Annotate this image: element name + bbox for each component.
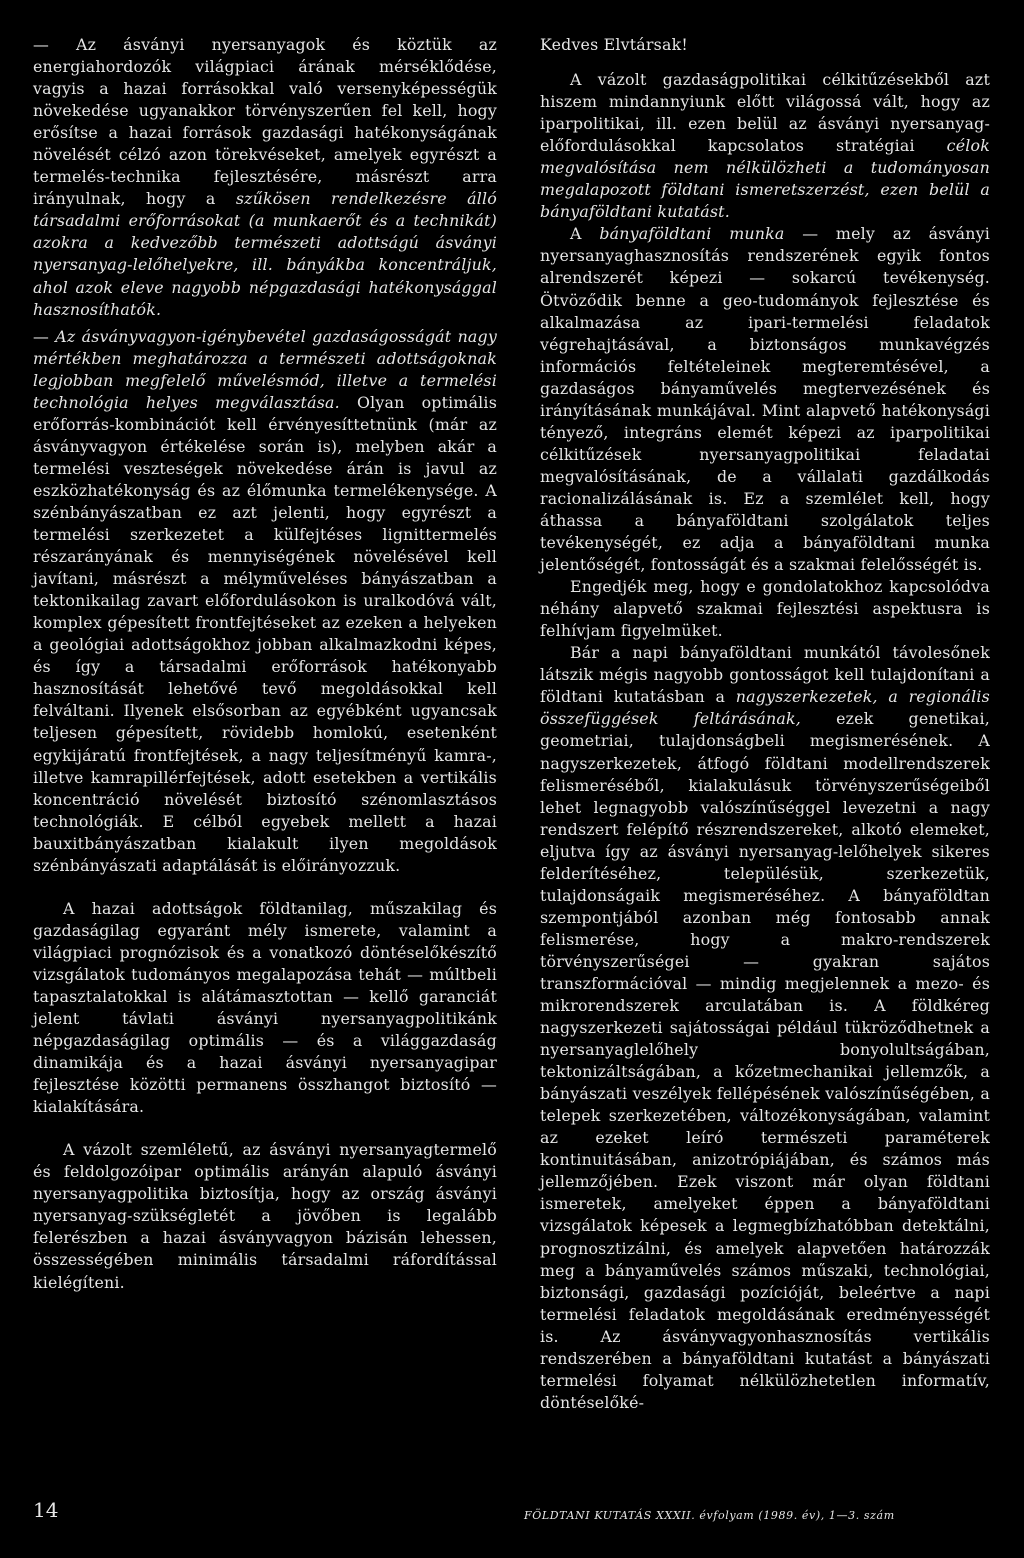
paragraph-1-emphasis: szűkösen rendelkezésre álló társadalmi erőforrásokat (a munkaerőt és a technikát) azokra a kedvezőbb természeti adottságú ásványi nyersanyag-lelőhelyekre, ill. bányákba koncentráljuk, ahol azok eleve nagyobb népgazdasági hatékonysággal hasznosíthatók. xyxy=(33,189,497,319)
paragraph-2-text: Olyan optimális erőforrás-kombinációt kell érvényesíttetnünk (már az ásványvagyon értékelése során is), melyben akár a termelési veszteségek növekedése árán is javul az eszközhatékonyság és az élőmunka termelékenysége. A szénbányászatban ez azt jelenti, hogy egyrészt a termelési szerkezetet a külfejtéses lignittermelés részarányának és mennyiségének növelésével kell javítani, másrészt a mélyműveléses bányászatban a tektonikailag zavart előfordulásokon is uralkodóvá vált, komplex gépesített frontfejtéseket az ezeken a helyeken a geológiai adottságokhoz jobban alkalmazkodni képes, és így a társadalmi erőforrások hatékonyabb hasznosítását lehetővé tevő megoldásokkal kell felváltani. Ilyenek elsősorban az egyébként ugyancsak teljesen gépesített, rövidebb homlokú, esetenként egykijáratú frontfejtések, a nagy teljesítményű kamra-, illetve kamrapillérfejtések, adott esetekben a vertikális koncentráció növelését biztosító szénomlasztásos technológiák. E célból egyebek mellett a hazai bauxitbányászatban kialakult ilyen megoldások szénbányászati adaptálását is előirányozzuk. xyxy=(33,392,497,875)
paragraph-6-emphasis: bányaföldtani munka xyxy=(599,224,785,244)
paragraph-8-text: Bár a napi bányaföldtani munkától távolesőnek látszik mégis nagyobb gontosságot kell tulajdonítani a földtani kutatásban a xyxy=(540,643,990,707)
paragraph-3: A hazai adottságok földtanilag, műszakilag és gazdaságilag egyaránt mély ismerete, valamint a világpiaci prognózisok és a vonatkozó döntéselőkészítő vizsgálatok tudományos megalapozása tehát — múltbeli tapasztalatokkal is alátámasztottan — kellő garanciát jelent távlati ásványi nyersanyagpolitikánk népgazdaságilag optimális — és a világgazdaság dinamikája és a hazai ásványi nyersanyagipar fejlesztése közötti permanens összhangot biztosító — kialakítására. xyxy=(33,898,497,1117)
paragraph-1 xyxy=(33,34,497,321)
journal-reference: FÖLDTANI KUTATÁS XXXII. évfolyam (1989. év), 1—3. szám xyxy=(524,1509,895,1522)
paragraph-6-lead: A xyxy=(570,224,600,244)
right-column xyxy=(540,34,990,1414)
paragraph-5-emphasis: célok megvalósítása nem nélkülözheti a tudományosan megalapozott földtani ismeretszerzést, ezen belül a bányaföldtani kutatást. xyxy=(540,136,990,222)
paragraph-5 xyxy=(540,69,990,223)
paragraph-4: A vázolt szemléletű, az ásványi nyersanyagtermelő és feldolgozóipar optimális arányán alapuló ásványi nyersanyagpolitika biztosítja, hogy az ország ásványi nyersanyag-szükségletét a jövőben is legalább felerészben a hazai ásványvagyon bázisán lehessen, összességében minimális társadalmi ráfordítással kielégíteni. xyxy=(33,1140,497,1292)
left-column xyxy=(33,34,497,1294)
paragraph-6 xyxy=(540,223,990,576)
paragraph-6-text: — mely az ásványi nyersanyaghasznosítás rendszerének egyik fontos alrendszerét képezi — sokarcú tevékenység. Ötvöződik benne a geo-tudományok fejlesztése és alkalmazása az ipari-termelési feladatok végrehajtásával, a biztonságos munkavégzés információs feltételeinek megteremtésével, a gazdaságos bányaművelés megtervezésének és irányításának munkájával. Mint alapvető hatékonysági tényező, integráns elemét képezi az iparpolitikai célkitűzések nyersanyagpolitikai feladatai megvalósításának, de a vállalati gazdálkodás racionalizálásának is. Ez a szemlélet kell, hogy áthassa a bányaföldtani szolgálatok teljes tevékenységét, ez adja a bányaföldtani munka jelentőségét, fontosságát és a szakmai felelősségét is. xyxy=(540,224,990,575)
paragraph-5-text: A vázolt gazdaságpolitikai célkitűzésekből azt hiszem mindannyiunk előtt világossá vált, hogy az iparpolitikai, ill. ezen belül az ásványi nyersanyag-előfordulásokkal kapcsolatos stratégiai xyxy=(540,70,990,156)
paragraph-7: Engedjék meg, hogy e gondolatokhoz kapcsolódva néhány alapvető szakmai fejlesztési aspektusra is felhívjam figyelmüket. xyxy=(540,577,990,641)
paragraph-8-cont: ezek genetikai, geometriai, tulajdonságbeli megismerésének. A nagyszerkezetek, átfogó földtani modellrendszerek felismeréséből, kialakulásuk törvényszerűségeiből lehet legnagyobb valószínűséggel levezetni a nagy rendszert felépítő részrendszereket, alkotó elemeket, eljutva így az ásványi nyersanyag-lelőhelyek sikeres felderítéséhez, településük, szerkezetük, tulajdonságaik megismeréséhez. A bányaföldtan szempontjából azonban még fontosabb annak felismerése, hogy a makro-rendszerek törvényszerűségei — gyakran sajátos transzformációval — mindig megjelennek a mezo- és mikrorendszerek arculatában is. A földkéreg nagyszerkezeti sajátosságai például tükröződhetnek a nyersanyaglelőhely bonyolultságában, tektonizáltságában, a kőzetmechanikai jellemzők, a bányászati veszélyek fellépésének valószínűségében, a telepek szerkezetében, változékonyságában, valamint az ezeket leíró természeti paraméterek kontinuitásában, anizotrópiájában, és számos más jellemzőjében. Ezek viszont már olyan földtani ismeretek, amelyeket éppen a bányaföldtani vizsgálatok képesek a legmegbízhatóbban detektálni, prognosztizálni, és amelyek alapvetően határozzák meg a bányaművelés számos műszaki, technológiai, biztonsági, gazdasági pozícióját, beleértve a napi termelési feladatok megoldásának eredményességét is. Az ásványvagyonhasznosítás vertikális rendszerében a bányaföldtani kutatást a bányászati termelési folyamat nélkülözhetetlen informatív, döntéselőké- xyxy=(540,709,990,1412)
page-number: 14 xyxy=(33,1498,59,1522)
paragraph-8-emphasis: nagyszerkezetek, a regionális összefüggések feltárásának, xyxy=(540,687,990,729)
paragraph-2-emphasis: Az ásványvagyon-igénybevétel gazdaságosságát nagy mértékben meghatározza a természeti adottságoknak legjobban megfelelő művelésmód, illetve a termelési technológia helyes megválasztása. xyxy=(33,326,497,412)
paragraph-8 xyxy=(540,642,990,1414)
paragraph-2-dash: — xyxy=(33,326,56,346)
paragraph-2 xyxy=(33,326,497,877)
paragraph-1-text: — Az ásványi nyersanyagok és köztük az energiahordozók világpiaci árának mérséklődése, vagyis a hazai forrásokkal való versenyképességük növekedése ugyanakkor törvényszerűen fel kell, hogy erősítse a hazai források gazdasági hatékonyságának növelését célzó azon törekvéseket, amelyek egyrészt a termelés-technika fejlesztésére, másrészt arra irányulnak, hogy a xyxy=(33,35,497,209)
greeting: Kedves Elvtársak! xyxy=(540,35,688,54)
